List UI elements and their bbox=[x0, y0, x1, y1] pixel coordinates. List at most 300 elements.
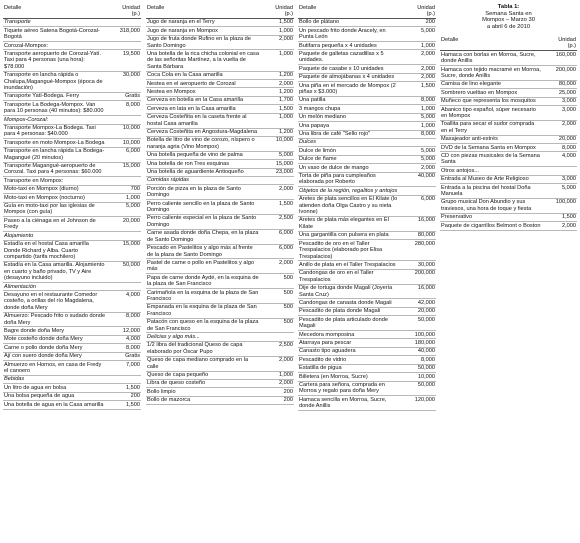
table-row bbox=[146, 356, 294, 371]
section-row bbox=[3, 232, 141, 240]
item-price: 4,000 bbox=[107, 335, 141, 343]
header-unit bbox=[260, 4, 294, 18]
table-row bbox=[440, 106, 577, 121]
item-detail: Un litro de agua en bolsa bbox=[3, 384, 107, 392]
item-detail: Muñeco que representa los mosquitos bbox=[440, 97, 543, 105]
item-price: 1,000 bbox=[402, 105, 436, 113]
item-detail: Masajeador anti-estrés bbox=[440, 135, 543, 143]
item-detail: Una gargantilla con pulsera en plata bbox=[298, 231, 402, 239]
item-price: 2,000 bbox=[260, 185, 294, 200]
item-detail: Estadía en la Casa amarilla. Alojamiento en cuarto y baño privado, TV y Aire (desayuno incluido) bbox=[3, 261, 107, 282]
table-row bbox=[298, 18, 436, 26]
item-detail: Billetera (en Morroa, Sucre) bbox=[298, 373, 402, 381]
item-detail: Candongas de oro en el Taller Trespalacios bbox=[298, 269, 402, 284]
item-price: 8,000 bbox=[402, 356, 436, 364]
item-price: 1,500 bbox=[260, 105, 294, 113]
item-price: 6,000 bbox=[260, 244, 294, 259]
item-detail: Patacón con queso en la esquina de la plaza de San Francisco bbox=[147, 319, 259, 332]
table-row bbox=[146, 168, 294, 176]
item-detail: Hamaca con borlas en Morroa, Sucre, donde Anillis bbox=[440, 51, 543, 66]
item-detail: Estatilla de pigua bbox=[298, 364, 402, 372]
table-row bbox=[146, 371, 294, 379]
item-price: 6,000 bbox=[107, 147, 141, 162]
table-caption bbox=[440, 4, 577, 30]
table-row bbox=[298, 147, 436, 155]
table-row bbox=[298, 339, 436, 347]
item-detail: Coca Cola en la Casa amarilla bbox=[146, 71, 260, 79]
table-row bbox=[298, 65, 436, 73]
table-row bbox=[3, 312, 141, 327]
item-detail: Entrada al Museo de Arte Religioso bbox=[440, 175, 543, 183]
table-header-row bbox=[3, 4, 141, 18]
header-unit bbox=[543, 36, 577, 50]
item-price: 8,000 bbox=[107, 312, 141, 327]
header-unit-label: Unidad bbox=[275, 4, 293, 11]
table-row bbox=[146, 303, 294, 318]
table-row bbox=[3, 202, 141, 217]
item-price: 25,000 bbox=[543, 89, 577, 97]
table-row bbox=[3, 240, 141, 261]
item-price: 30,000 bbox=[107, 71, 141, 92]
item-price: 1,500 bbox=[107, 384, 141, 392]
table-row bbox=[3, 401, 141, 409]
item-price bbox=[543, 167, 577, 175]
item-price: 80,000 bbox=[543, 80, 577, 88]
item-price: 120,000 bbox=[402, 396, 436, 411]
item-price: 50,000 bbox=[107, 261, 141, 282]
item-detail: Butifarra pequeña x 4 unidades bbox=[298, 42, 402, 50]
table-row bbox=[440, 175, 577, 183]
item-price: 2,000 bbox=[260, 379, 294, 387]
table-row bbox=[3, 101, 141, 116]
table-row bbox=[298, 155, 436, 163]
table-row bbox=[146, 71, 294, 79]
item-detail: Una botella de ron Tres esquinas bbox=[146, 160, 260, 168]
item-price: 2,000 bbox=[260, 80, 294, 88]
table-row bbox=[298, 331, 436, 339]
table-row bbox=[146, 105, 294, 113]
item-detail: Libra de queso costeño bbox=[146, 379, 260, 387]
table-row bbox=[146, 113, 294, 128]
table-row bbox=[3, 185, 141, 193]
item-price: 500 bbox=[260, 274, 294, 289]
table-row bbox=[298, 231, 436, 239]
item-detail: Sombrero vueltiao en Mompox bbox=[440, 89, 543, 97]
item-detail: Nestea en Mompox bbox=[146, 88, 260, 96]
item-price: 1,200 bbox=[260, 128, 294, 136]
section-title: Delicias y algo más... bbox=[146, 333, 294, 341]
section-row bbox=[298, 187, 436, 195]
header-currency: (p.) bbox=[131, 10, 140, 17]
item-price: 7,000 bbox=[107, 361, 141, 376]
item-detail: Canasto tipo aguadera bbox=[298, 347, 402, 355]
item-detail: Paquete de almojábanas x 4 unidades bbox=[298, 73, 402, 81]
item-detail: Un pescado frito donde Aracely, en Punta León bbox=[298, 27, 402, 42]
caption-label: Tabla 1: bbox=[497, 4, 520, 10]
section-row bbox=[3, 375, 141, 383]
item-detail: Abanico tipo español, súper necesario en Mompox bbox=[440, 106, 543, 121]
table-row bbox=[3, 92, 141, 100]
table-row bbox=[298, 27, 436, 42]
table-row bbox=[298, 172, 436, 187]
item-detail: Paseo a la ciénaga en el Johnson de Fredy bbox=[3, 217, 107, 232]
table-row bbox=[298, 240, 436, 261]
item-price: 5,000 bbox=[402, 155, 436, 163]
item-price: 5,000 bbox=[543, 184, 577, 199]
table-row bbox=[3, 162, 141, 177]
item-detail: Una botella de agua en la Casa amarilla bbox=[3, 401, 107, 409]
header-unit bbox=[402, 4, 436, 18]
table-row bbox=[146, 341, 294, 356]
item-price: 500 bbox=[260, 318, 294, 333]
table-row bbox=[440, 184, 577, 199]
item-detail: Perro caliente sencillo en la plaza de Santo Domingo bbox=[146, 200, 260, 215]
table-column-1 bbox=[3, 4, 141, 410]
table-row bbox=[146, 88, 294, 96]
table-row bbox=[146, 128, 294, 136]
table-column-2 bbox=[146, 4, 294, 405]
item-detail: Una bolsa pequeña de agua bbox=[3, 392, 107, 400]
header-currency: (p.) bbox=[567, 43, 576, 50]
item-detail: 3 mangos chupa bbox=[298, 105, 402, 113]
item-detail: Transporte en moto Mompox-La Bodega bbox=[3, 139, 107, 147]
item-detail: Cerveza en botella en la Casa amarilla bbox=[146, 96, 260, 104]
section-title: Comidas rápidas bbox=[146, 176, 294, 184]
table-row bbox=[3, 139, 141, 147]
section-title: Alojamiento bbox=[3, 232, 141, 240]
item-detail: Almuerzo: Pescado frito o sudado donde doña Mery bbox=[4, 313, 106, 326]
item-price: 3,000 bbox=[543, 97, 577, 105]
table-row bbox=[298, 307, 436, 315]
item-price: 16,000 bbox=[402, 216, 436, 231]
table-row bbox=[298, 164, 436, 172]
table-row bbox=[298, 396, 436, 411]
item-price: 10,000 bbox=[107, 139, 141, 147]
table-row bbox=[3, 50, 141, 71]
table-row bbox=[146, 27, 294, 35]
table-row bbox=[146, 214, 294, 229]
section-title: Bebidas bbox=[3, 375, 141, 383]
item-price bbox=[107, 177, 141, 185]
table-row bbox=[146, 151, 294, 159]
item-price: 10,000 bbox=[402, 373, 436, 381]
item-price: 1,000 bbox=[107, 194, 141, 202]
table-row bbox=[298, 82, 436, 97]
table-row bbox=[146, 388, 294, 396]
item-price bbox=[107, 42, 141, 50]
item-price: 42,000 bbox=[402, 299, 436, 307]
item-detail: Estadía en el hostal Casa amarilla Donde Richard y Alba. Cuarto compartido (tarifa mochilero) bbox=[3, 240, 107, 261]
section-row bbox=[146, 176, 294, 184]
table-row bbox=[298, 42, 436, 50]
item-price: 20,000 bbox=[107, 217, 141, 232]
table-row bbox=[3, 217, 141, 232]
item-price: 1,500 bbox=[260, 18, 294, 26]
item-price: 2,500 bbox=[260, 214, 294, 229]
item-detail: Atarraya para pescar bbox=[298, 339, 402, 347]
table-row bbox=[146, 318, 294, 333]
item-price: 2,000 bbox=[402, 50, 436, 65]
table-row bbox=[440, 144, 577, 152]
table-row bbox=[298, 73, 436, 81]
table-row bbox=[146, 18, 294, 26]
item-price: 4,000 bbox=[543, 152, 577, 167]
item-price: 19,500 bbox=[107, 50, 141, 71]
item-detail: Transporte aeropuerto de Corozal-Yatí. Taxi para 4 personas (una hora): $78.000 bbox=[3, 50, 107, 71]
item-detail: Carne asada donde doña Chepa, en la plaza de Santo Domingo bbox=[147, 230, 259, 243]
table-row bbox=[440, 213, 577, 221]
item-price: 50,000 bbox=[402, 316, 436, 331]
table-row bbox=[3, 42, 141, 50]
item-detail: Moto-taxi en Mompox (nocturno) bbox=[3, 194, 107, 202]
header-unit bbox=[107, 4, 141, 18]
item-price: 5,000 bbox=[402, 27, 436, 42]
item-price: 8,000 bbox=[402, 96, 436, 104]
section-row bbox=[298, 138, 436, 146]
item-price: 1,500 bbox=[107, 401, 141, 409]
table-row bbox=[146, 229, 294, 244]
item-price: 80,000 bbox=[402, 231, 436, 239]
item-price: 1,500 bbox=[543, 213, 577, 221]
table-row bbox=[298, 381, 436, 396]
table-column-4 bbox=[440, 4, 577, 231]
item-price: 40,000 bbox=[402, 347, 436, 355]
item-detail: Queso de capa mediano comprado en la calle bbox=[146, 356, 260, 371]
header-unit-label: Unidad bbox=[417, 4, 435, 11]
table-row bbox=[3, 124, 141, 139]
table-row bbox=[146, 50, 294, 71]
item-price: 15,000 bbox=[107, 240, 141, 261]
table-row bbox=[298, 113, 436, 121]
section-row bbox=[3, 116, 141, 124]
table-row bbox=[298, 130, 436, 138]
item-price: 500 bbox=[260, 289, 294, 304]
item-price: 200 bbox=[260, 396, 294, 404]
table-row bbox=[3, 392, 141, 400]
item-detail: Hamaca sencilla en Morroa, Sucre, donde Anillis bbox=[298, 396, 402, 411]
table-row bbox=[3, 352, 141, 360]
item-price: 6,000 bbox=[260, 229, 294, 244]
item-detail: Papa de carne donde Aydé, en la esquina de la plaza de San Francisco bbox=[147, 274, 259, 288]
table-row bbox=[146, 274, 294, 289]
item-detail: Cerveza Costeñita en la caseta frente al hostal Casa amarilla bbox=[146, 113, 260, 128]
item-price: 50,000 bbox=[402, 364, 436, 372]
item-price: 15,000 bbox=[260, 160, 294, 168]
cost-table bbox=[146, 4, 294, 405]
item-price: 3,000 bbox=[543, 106, 577, 121]
item-detail: Empanada en la esquina de la plaza de San Francisco bbox=[146, 303, 260, 318]
cost-table bbox=[298, 4, 436, 411]
item-detail: Hamaca con tejido macramé en Morroa, Sucre, donde Anillis bbox=[440, 66, 543, 81]
item-price: 1,000 bbox=[402, 42, 436, 50]
header-unit-label: Unidad bbox=[122, 4, 140, 11]
item-detail: Pescadito de plata donde Magali bbox=[298, 307, 402, 315]
cost-table bbox=[440, 36, 577, 230]
item-price: 200 bbox=[107, 392, 141, 400]
item-detail: Porción de pizza en la plaza de Santo Domingo bbox=[146, 185, 260, 200]
table-row bbox=[146, 96, 294, 104]
item-price: 2,000 bbox=[260, 356, 294, 371]
item-detail: Mecedora momposina bbox=[298, 331, 402, 339]
item-detail: Una patilla bbox=[298, 96, 402, 104]
header-detail: Detalle bbox=[298, 4, 402, 18]
table-row bbox=[3, 361, 141, 376]
table-column-3 bbox=[298, 4, 436, 411]
header-currency: (p.) bbox=[426, 10, 435, 17]
item-price: 16,000 bbox=[402, 284, 436, 299]
table-row bbox=[440, 167, 577, 175]
item-detail: Transporte en lancha rápida La Bodega-Magangué (20 minutos) bbox=[3, 147, 107, 162]
item-detail: CD con piezas musicales de la Semana Santa bbox=[440, 152, 543, 167]
item-detail: Paquete de cigarrillos Belmont o Boston bbox=[440, 222, 543, 230]
item-price: 200 bbox=[260, 388, 294, 396]
item-detail: Dulce de limón bbox=[298, 147, 402, 155]
table-row bbox=[298, 269, 436, 284]
table-row bbox=[298, 96, 436, 104]
item-price: 2,500 bbox=[260, 341, 294, 356]
item-price: 5,000 bbox=[107, 202, 141, 217]
item-detail: Pescado en Pastelitos y algo más al frente de la plaza de Santo Domingo bbox=[146, 244, 260, 259]
item-price: 200 bbox=[402, 18, 436, 26]
item-detail: Almuerzo en Hornos, en casa de Fredy el canoero bbox=[3, 361, 107, 376]
item-detail: Jugo de naranja en el Terry bbox=[146, 18, 260, 26]
item-detail: Transporte en lancha rápida o Chalupa,Magangué-Mompox (época de inundación) bbox=[3, 71, 107, 92]
item-detail: Aretes de plata sencillos en El Kilate (lo atienden doña Olga Castro y su nieta Ivonne) bbox=[298, 195, 402, 216]
section-row bbox=[3, 18, 141, 26]
item-price: 2,000 bbox=[402, 65, 436, 73]
item-detail: Corozal-Mompox: bbox=[3, 42, 107, 50]
item-detail: Mote costeño donde doña Mery bbox=[3, 335, 107, 343]
item-detail: Una piña en el mercado de Mompox (2 piñas x $3.000) bbox=[298, 82, 402, 97]
section-title: Transporte bbox=[3, 18, 141, 26]
item-detail: Pastel de carne o pollo en Pastelitos y algo más bbox=[146, 259, 260, 274]
table-row bbox=[3, 335, 141, 343]
item-price: Gratis bbox=[107, 92, 141, 100]
section-row bbox=[3, 283, 141, 291]
header-detail: Detalle bbox=[440, 36, 543, 50]
item-price: 1,000 bbox=[260, 113, 294, 128]
item-detail: Torta de piña para cumpleaños elaborada por Roberto bbox=[298, 172, 402, 187]
item-price: 12,000 bbox=[107, 327, 141, 335]
item-price: 1,500 bbox=[402, 82, 436, 97]
table-row bbox=[3, 71, 141, 92]
table-header-row bbox=[298, 4, 436, 18]
caption-line: Mompox – Marzo 30 bbox=[482, 17, 535, 24]
table-row bbox=[298, 373, 436, 381]
item-price: 180,000 bbox=[402, 339, 436, 347]
header-detail: Detalle bbox=[146, 4, 260, 18]
item-detail: Bollo de plátano bbox=[298, 18, 402, 26]
table-row bbox=[3, 291, 141, 312]
item-price: 1,200 bbox=[260, 88, 294, 96]
item-price: 40,000 bbox=[402, 172, 436, 187]
item-price: 1,500 bbox=[260, 200, 294, 215]
item-detail: Transporte Mompox-La Bodega. Taxi para 4 personas: $40.000 bbox=[3, 124, 107, 139]
table-row bbox=[298, 122, 436, 130]
item-detail: Otros antojos... bbox=[440, 167, 543, 175]
table-header-row bbox=[440, 36, 577, 50]
table-row bbox=[146, 136, 294, 151]
item-detail: Jugo de naranja en Mompox bbox=[146, 27, 260, 35]
table-row bbox=[440, 198, 577, 213]
item-detail: Pescadito de vidrio bbox=[298, 356, 402, 364]
item-price: 2,000 bbox=[402, 73, 436, 81]
item-detail: Jugo de fruta donde Rufino en la plaza de Santo Domingo bbox=[146, 35, 260, 50]
item-detail: Anillo de plata en el Taller Trespalacios bbox=[298, 261, 402, 269]
caption-line: a abril 6 de 2010 bbox=[486, 23, 531, 30]
item-detail: Ají con suero donde doña Mery bbox=[3, 352, 107, 360]
item-price: 5,000 bbox=[402, 113, 436, 121]
item-detail: Una botella de la rica chicha colonial en casa de las señoritas Martínez, a la vuelta de Santa Bárbara bbox=[147, 50, 259, 70]
header-currency: (p.) bbox=[284, 10, 293, 17]
item-price: 8,000 bbox=[107, 344, 141, 352]
table-row bbox=[3, 327, 141, 335]
item-detail: Perro caliente especial en la plaza de Santo Domingo bbox=[146, 214, 260, 229]
item-detail: Moto-taxi en Mompox (diurno) bbox=[3, 185, 107, 193]
table-row bbox=[298, 356, 436, 364]
item-detail: Transporte Magangué-aeropuerto de Corozal. Taxi para 4 personas: $60.000 bbox=[3, 162, 107, 177]
item-price: 5,000 bbox=[402, 147, 436, 155]
section-title: Mompox-Corozal: bbox=[3, 116, 141, 124]
item-detail: Nestea en el aeropuerto de Corozal bbox=[146, 80, 260, 88]
item-detail: Entrada a la piscina del hostal Doña Manuela bbox=[440, 184, 543, 199]
item-price: 5,000 bbox=[260, 151, 294, 159]
table-row bbox=[440, 51, 577, 66]
table-row bbox=[440, 80, 577, 88]
table-row bbox=[298, 195, 436, 216]
table-row bbox=[298, 261, 436, 269]
item-price: Gratis bbox=[107, 352, 141, 360]
header-unit-label: Unidad bbox=[558, 36, 576, 43]
item-detail: Pescadito de oro en el Taller Trespalacios (elaborado por Elisa Trespalacios) bbox=[298, 240, 402, 261]
item-price: 10,000 bbox=[260, 136, 294, 151]
item-price: 1,000 bbox=[260, 27, 294, 35]
item-detail: Carimañola en la esquina de la plaza de San Francisco bbox=[147, 289, 259, 302]
item-detail: Una botella de aguardiente Antioqueño bbox=[146, 168, 260, 176]
item-price: 160,000 bbox=[543, 51, 577, 66]
table-row bbox=[146, 35, 294, 50]
item-detail: Paquete de casabe x 10 unidades bbox=[298, 65, 402, 73]
table-row bbox=[146, 80, 294, 88]
table-row bbox=[146, 185, 294, 200]
item-detail: Desayuno en el restaurante Comedor costeño, a orillas del río Magdalena, donde doña Mery bbox=[3, 291, 107, 312]
table-row bbox=[298, 364, 436, 372]
table-row bbox=[298, 50, 436, 65]
cost-table bbox=[3, 4, 141, 410]
table-row bbox=[3, 177, 141, 185]
section-title: Dulces bbox=[298, 138, 436, 146]
section-row bbox=[146, 333, 294, 341]
item-detail: Guía en moto-taxi por las iglesias de Mompox (con guía) bbox=[3, 202, 107, 217]
item-price: 30,000 bbox=[402, 261, 436, 269]
item-price: 200,000 bbox=[543, 66, 577, 81]
table-row bbox=[146, 289, 294, 304]
table-row bbox=[440, 89, 577, 97]
item-price: 8,000 bbox=[543, 144, 577, 152]
item-price: 2,000 bbox=[543, 222, 577, 230]
item-detail: Toallita para secar el sudor comprada en el Terry bbox=[440, 120, 543, 135]
table-row bbox=[3, 27, 141, 42]
item-detail: DVD de la Semana Santa en Mompox bbox=[440, 144, 543, 152]
item-price: 1,200 bbox=[260, 71, 294, 79]
item-price: 2,000 bbox=[260, 259, 294, 274]
item-detail: Una papaya bbox=[298, 122, 402, 130]
header-detail: Detalle bbox=[3, 4, 107, 18]
item-detail: Dulce de ñame bbox=[298, 155, 402, 163]
section-title: Objetos de la región, regalitos y antojos bbox=[298, 187, 436, 195]
table-row bbox=[440, 222, 577, 230]
item-price: 700 bbox=[107, 185, 141, 193]
